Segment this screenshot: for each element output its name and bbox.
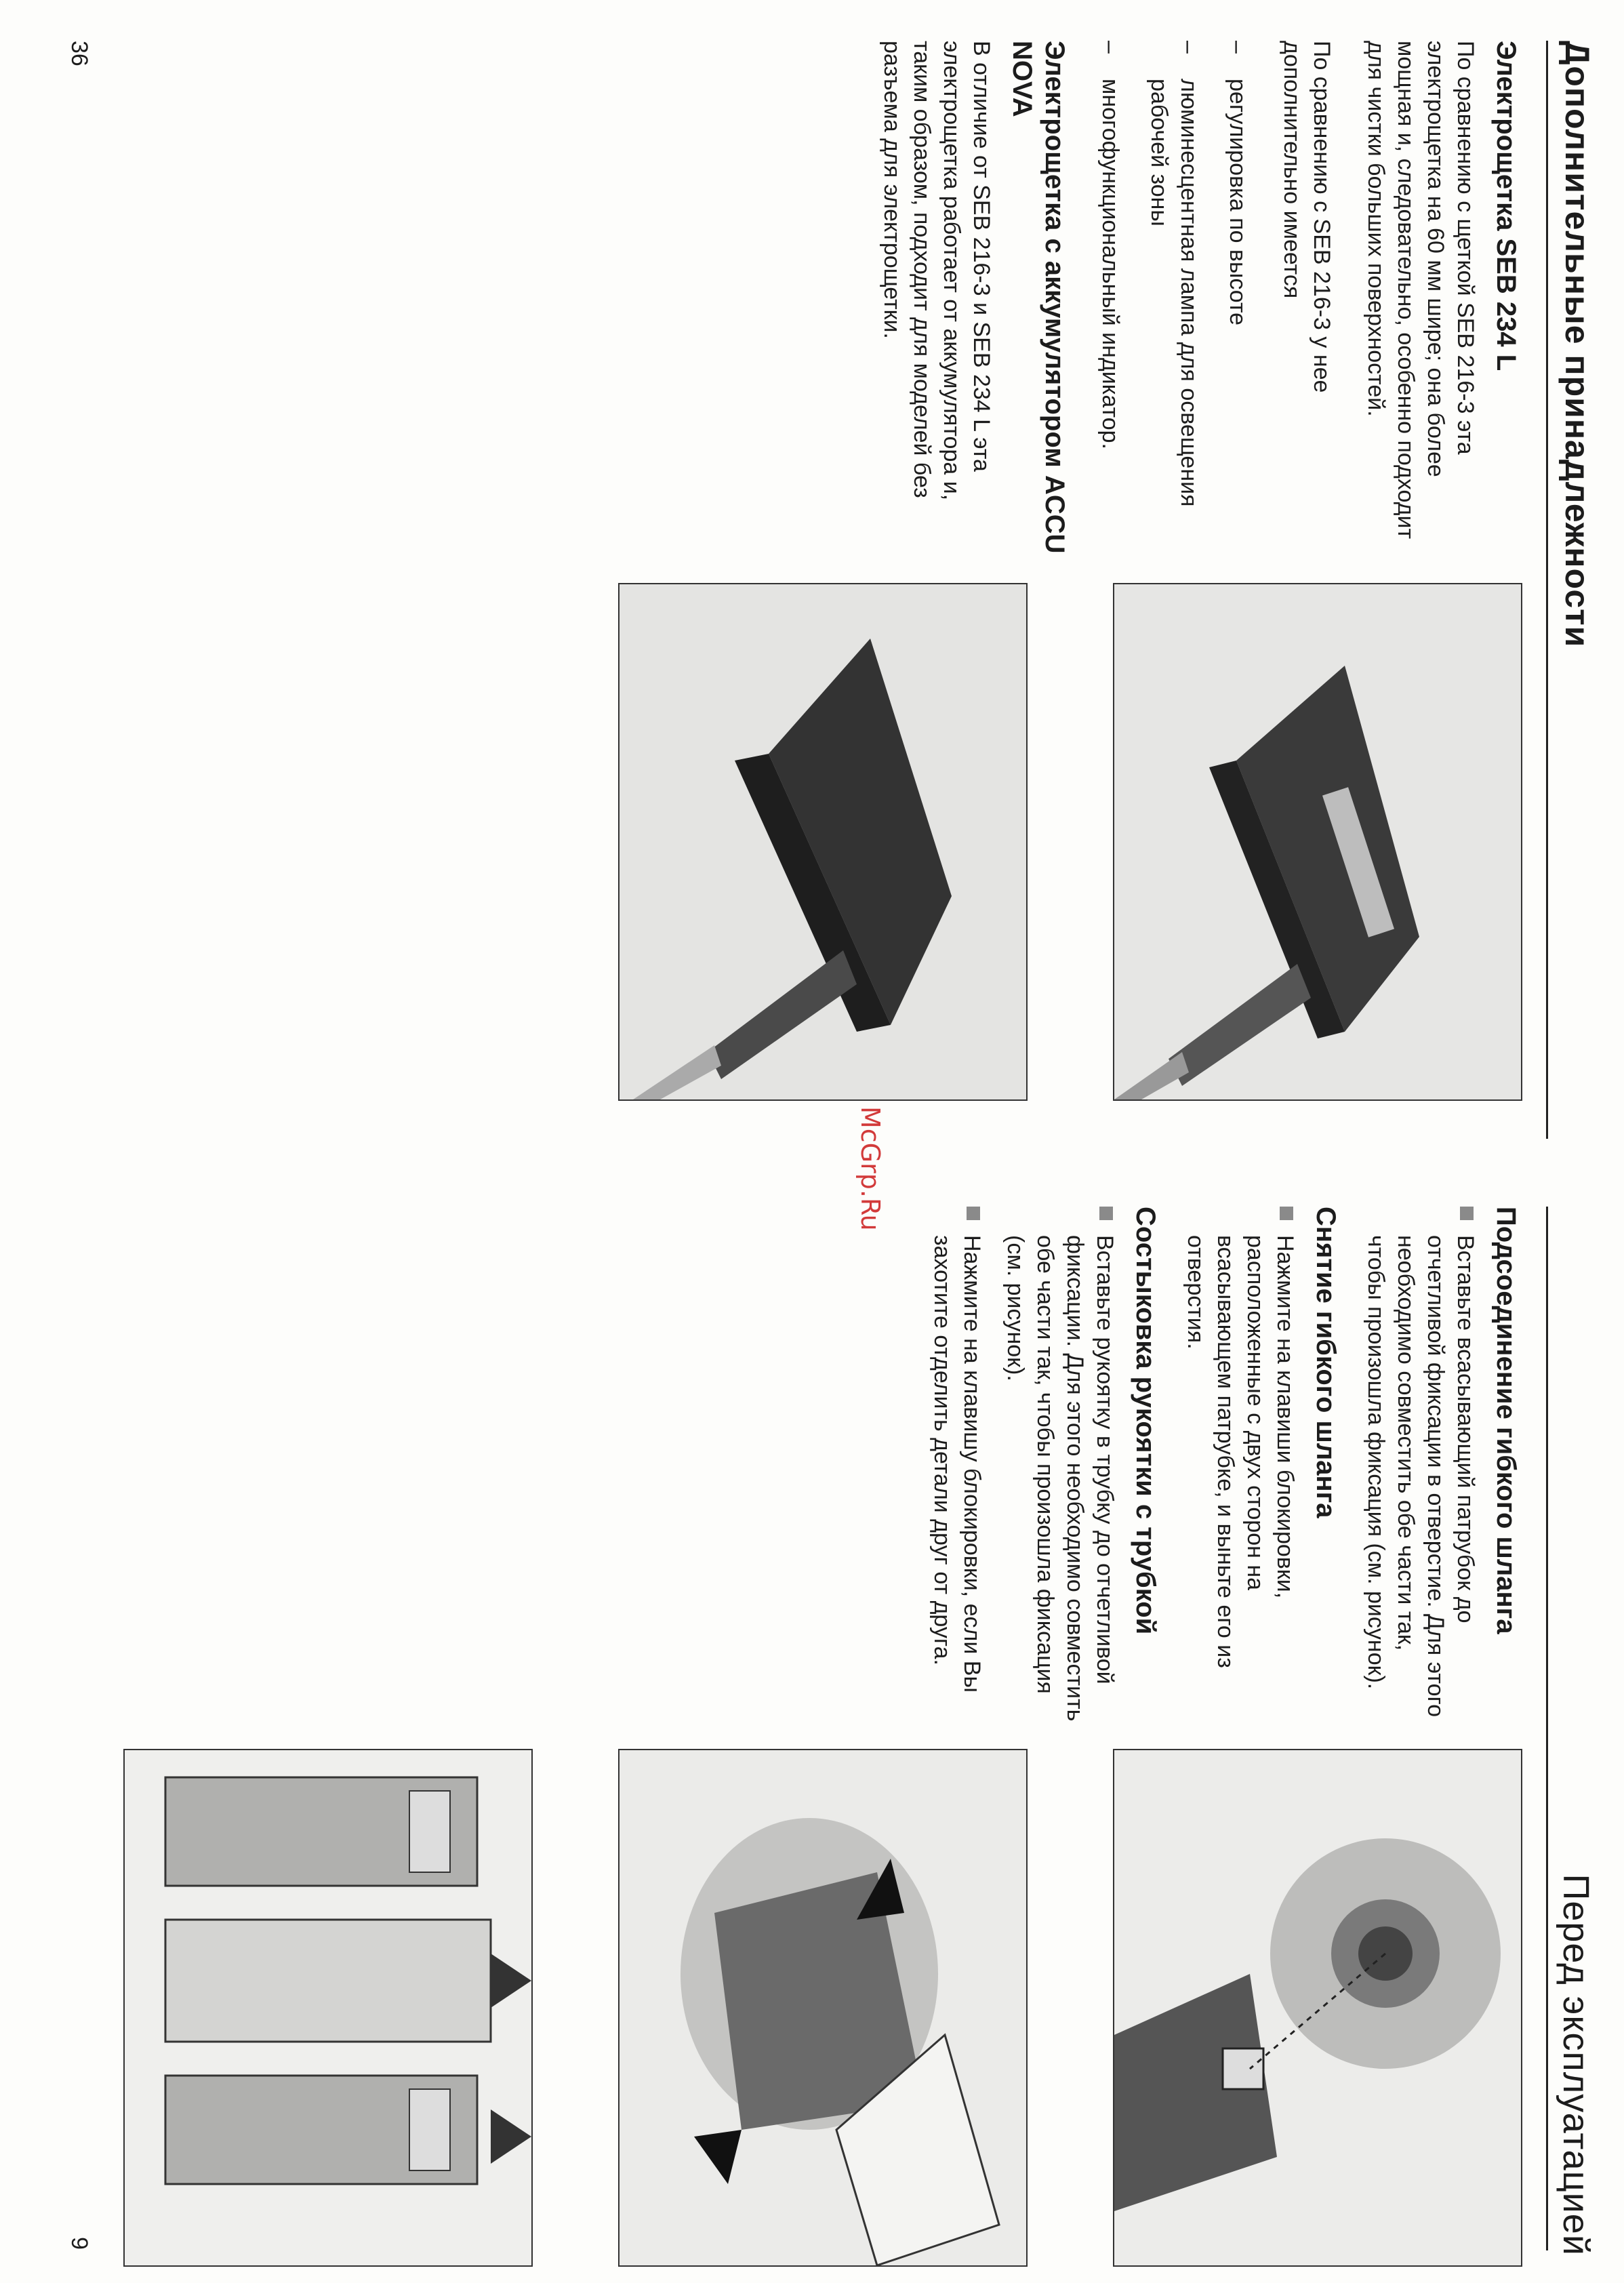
figure-handle-tube (123, 1749, 533, 2267)
page-number-right: 9 (66, 2237, 92, 2250)
figure-accu-nova-brush (618, 583, 1028, 1101)
section-title-accessories: Дополнительные принадлежности (1558, 41, 1596, 648)
hose-remove-illustration-icon (620, 1750, 1026, 2265)
list-item: Нажмите на клавишу блокировки, если Вы захотите отделить детали друг от друга. (927, 1207, 987, 1722)
hose-connect-illustration-icon (1114, 1750, 1521, 2265)
brush-illustration-icon (1114, 584, 1521, 1099)
square-bullet-icon (1280, 1207, 1293, 1220)
connect-hose-steps (1361, 1207, 1480, 1722)
figure-hose-remove (618, 1749, 1028, 2267)
section-title-before-use: Перед эксплуатацией (1556, 1874, 1596, 2256)
page-number-left: 36 (66, 41, 92, 66)
header-rule-right (1546, 1207, 1548, 2250)
header-rule-left (1546, 41, 1548, 1139)
left-text-column (853, 41, 1522, 556)
accu-brush-illustration-icon (620, 584, 1026, 1099)
watermark: McGrp.Ru (855, 1106, 885, 1231)
list-item: – многофункциональный индикатор. (1095, 41, 1125, 556)
heading-connect-handle: Состыковка рукоятки с трубкой (1131, 1207, 1160, 1635)
connect-handle-steps (927, 1207, 1120, 1722)
handle-tube-illustration-icon (125, 1750, 531, 2265)
feature-list (1095, 41, 1253, 556)
list-item: Нажмите на клавиши блокировки, расположенные с двух сторон на всасывающем патрубке, и выньте его из отверстия. (1181, 1207, 1300, 1722)
paragraph-additional-features: По сравнению с SEB 216-3 у нее дополнительно имеется (1279, 41, 1335, 393)
paragraph-accu-nova: В отличие от SEB 216-3 и SEB 234 L эта электрощетка работает от аккумулятора и, таким образом, подходит для моделей без разъема для электрощетки. (879, 41, 994, 501)
figure-seb-234-l-brush (1113, 583, 1522, 1101)
list-item: – регулировка по высоте (1223, 41, 1253, 556)
list-item: Вставьте всасывающий патрубок до отчетливой фиксации в отверстие. Для этого необходимо совместить обе части так, чтобы произошла фиксация (см. рисунок). (1361, 1207, 1480, 1722)
heading-connect-hose: Подсоединение гибкого шланга (1491, 1207, 1521, 1634)
heading-accu-nova: Электрощетка с аккумулятором ACCU NOVA (1007, 41, 1070, 554)
list-item: – люминесцентная лампа для освещения рабочей зоны (1144, 41, 1204, 556)
remove-hose-steps (1181, 1207, 1300, 1722)
heading-remove-hose: Снятие гибкого шланга (1311, 1207, 1341, 1518)
figure-hose-connect (1113, 1749, 1522, 2267)
square-bullet-icon (1099, 1207, 1113, 1220)
square-bullet-icon (1460, 1207, 1474, 1220)
list-item: Вставьте рукоятку в трубку до отчетливой фиксации. Для этого необходимо совместить обе части так, чтобы произошла фиксация (см. рисунок). (1000, 1207, 1120, 1722)
right-text-column (908, 1207, 1522, 1722)
paragraph-seb-234-compare: По сравнению с щеткой SEB 216-3 эта электрощетка на 60 мм шире; она более мощная и, следовательно, особенно подходит для чистки больших поверхностей. (1363, 41, 1478, 540)
heading-seb-234-l: Электрощетка SEB 234 L (1491, 41, 1521, 371)
square-bullet-icon (967, 1207, 980, 1220)
